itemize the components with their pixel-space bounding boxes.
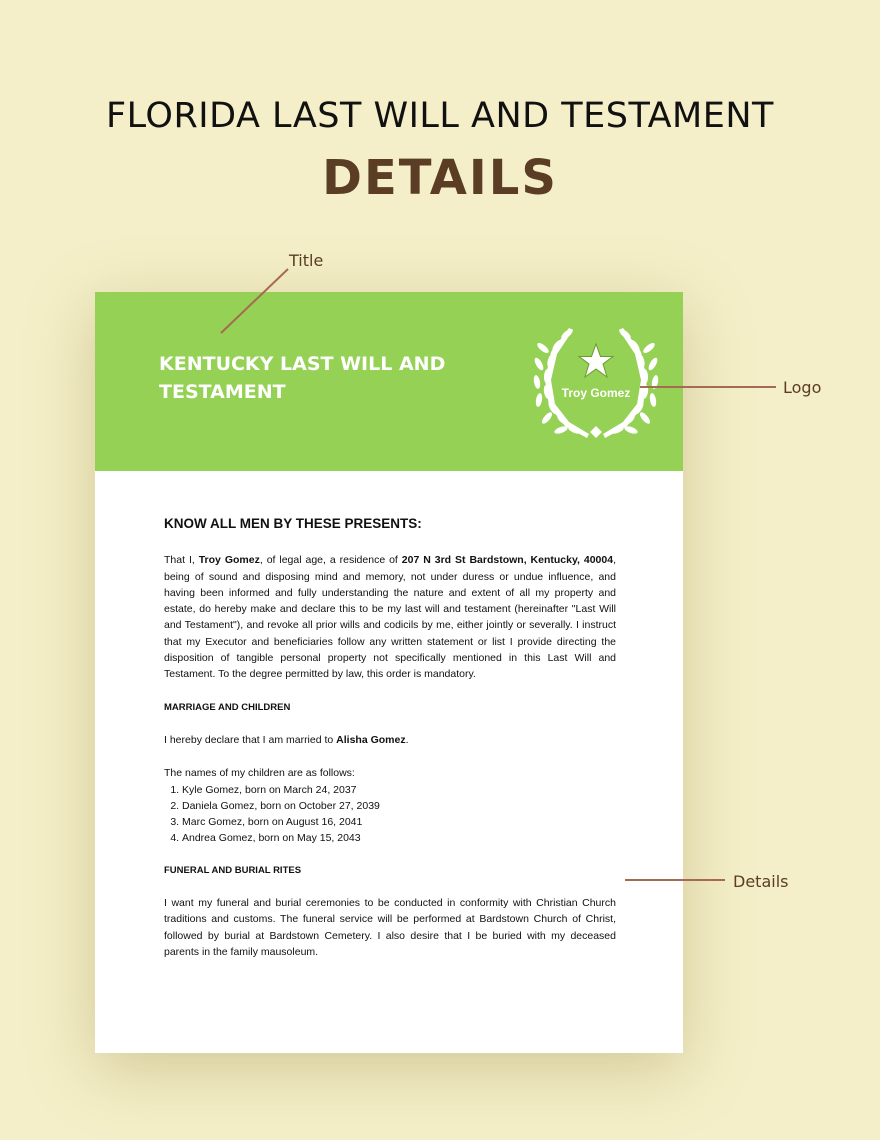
intro-paragraph: That I, Troy Gomez, of legal age, a residence of 207 N 3rd St Bardstown, Kentucky, 40004, being of sound and disposing mind and memory, not under duress or undue influence, and having been informed and fully understanding the nature and extent of all my property and estate, do hereby make and declare this to be my last will and testament (hereinafter "Last Will and Testament"), and revoke all prior wills and codicils by me, either jointly or severally. I instruct that my Executor and beneficiaries follow any written statement or list I provide directing the disposition of tangible personal property not specifically mentioned in this Last Will and Testament. To the degree permitted by law, this order is mandatory. <box>164 554 617 681</box>
details-annotation-label: Details <box>733 872 789 891</box>
title-annotation-line <box>221 269 288 333</box>
list-item: 1. Kyle Gomez, born on March 24, 2037 <box>182 782 616 798</box>
list-item: 2. Daniela Gomez, born on October 27, 2039 <box>182 798 616 814</box>
list-item: 3. Marc Gomez, born on August 16, 2041 <box>182 814 616 830</box>
logo-text: Troy Gomez <box>561 386 631 400</box>
logo-annotation-label: Logo <box>783 378 822 397</box>
funeral-heading: FUNERAL AND BURIAL RITES <box>164 864 302 876</box>
funeral-paragraph: I want my funeral and burial ceremonies to be conducted in conformity with Christian Church traditions and customs. The funeral service will be performed at Bardstown Church of Christ, followed by burial at Bardstown Cemetery. I also desire that I be buried with my deceased parents in the family mausoleum. <box>164 897 616 958</box>
list-item: 4. Andrea Gomez, born on May 15, 2043 <box>182 830 616 846</box>
marriage-heading: MARRIAGE AND CHILDREN <box>164 701 291 713</box>
children-intro: The names of my children are as follows: <box>164 767 355 780</box>
page-heading: FLORIDA LAST WILL AND TESTAMENT <box>106 96 774 136</box>
page-subheading: DETAILS <box>322 150 558 206</box>
title-annotation-label: Title <box>289 251 324 270</box>
marriage-paragraph: I hereby declare that I am married to Alisha Gomez. <box>164 733 409 746</box>
document-title: KENTUCKY LAST WILL AND TESTAMENT <box>159 353 446 403</box>
know-heading: KNOW ALL MEN BY THESE PRESENTS: <box>164 516 422 531</box>
